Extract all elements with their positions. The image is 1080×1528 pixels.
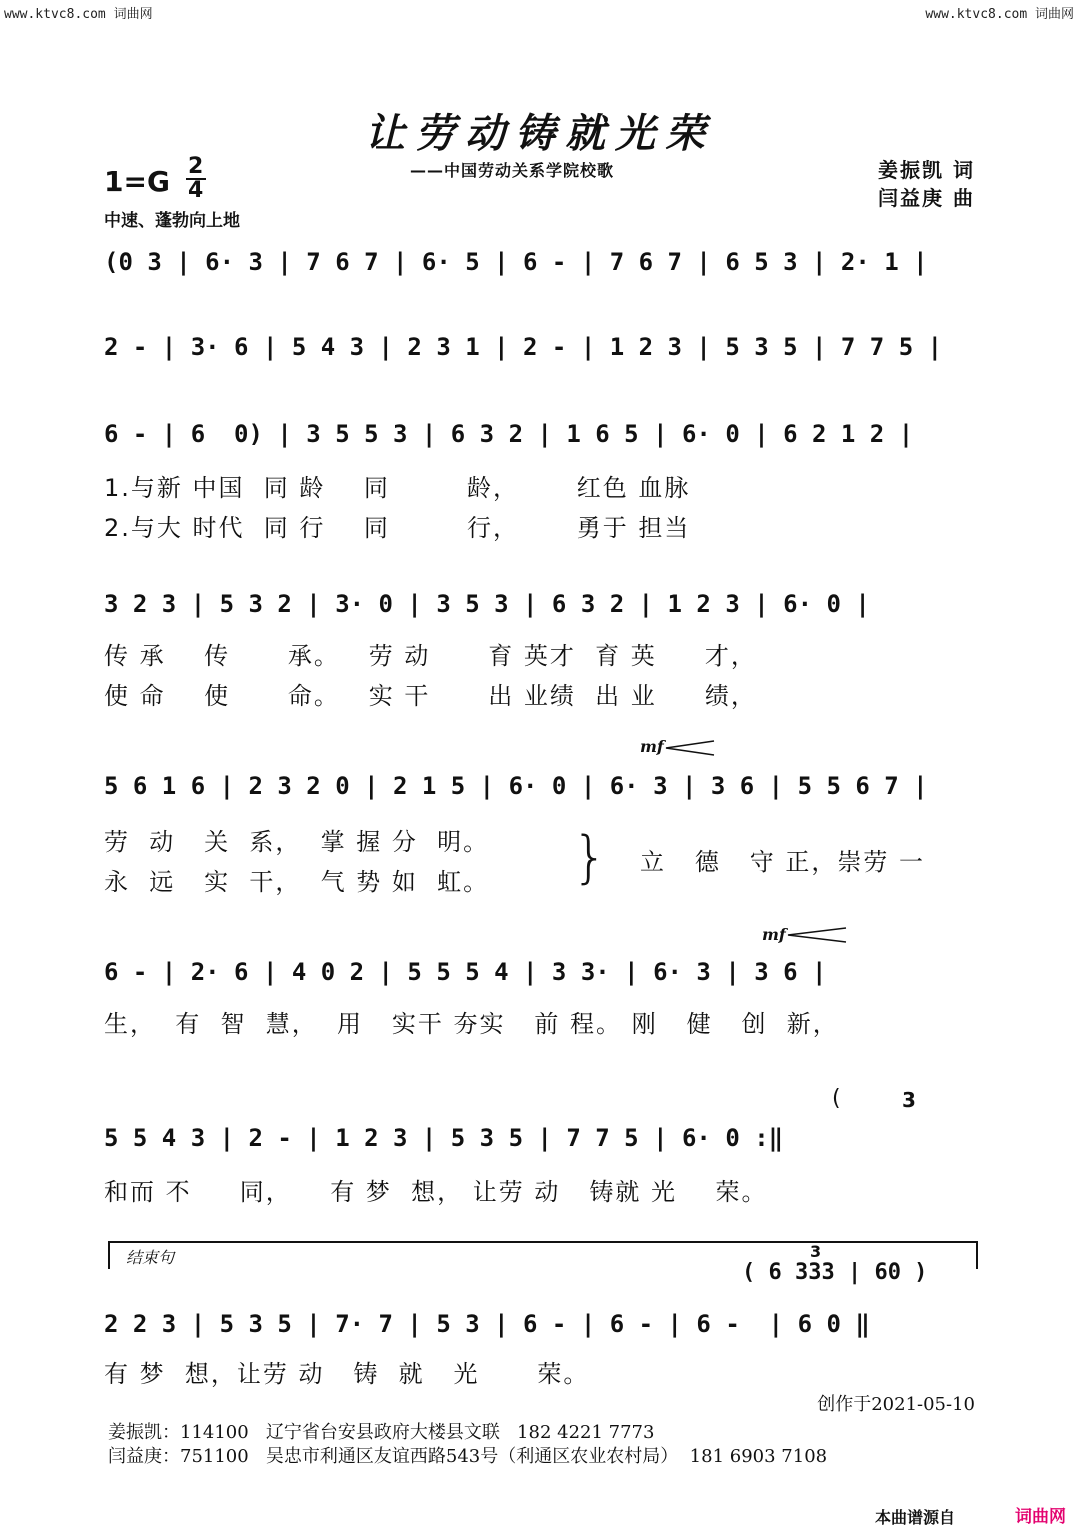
crescendo-hairpin-2 (786, 927, 848, 943)
crescendo-hairpin-1 (664, 740, 716, 756)
lyrics-verse1-line3: 1.与新 中国 同 龄 同 龄， 红色 血脉 (104, 474, 691, 502)
lyrics-line8: 有 梦 想，让劳 动 铸 就 光 荣。 (104, 1360, 590, 1388)
dynamic-mf-2: mf (762, 925, 786, 944)
time-top: 2 (188, 154, 204, 179)
coda-ending-notes: ( 6 333 | 60 ) (742, 1260, 928, 1285)
score-line-6: 6 - | 2· 6 | 4 0 2 | 5 5 5 4 | 3 3· | 6· 3 | 3 6 | (104, 958, 827, 986)
lyrics-verse1-line4: 传 承 传 承。 劳 动 育 英才 育 英 才， (104, 642, 757, 670)
footer-site-link[interactable]: 词曲网 (1015, 1507, 1066, 1527)
song-subtitle: ——中国劳动关系学院校歌 (410, 161, 615, 180)
score-line-3: 6 - | 6 0) | 3 5 5 3 | 6 3 2 | 1 6 5 | 6· 0 | 6 2 1 2 | (104, 420, 914, 448)
score-line-2: 2 - | 3· 6 | 5 4 3 | 2 3 1 | 2 - | 1 2 3 | 5 3 5 | 7 7 5 | (104, 333, 943, 361)
score-line-5: 5 6 1 6 | 2 3 2 0 | 2 1 5 | 6· 0 | 6· 3 | 3 6 | 5 5 6 7 | (104, 772, 928, 800)
lyrics-line6: 生， 有 智 慧， 用 实干 夯实 前 程。 刚 健 创 新， (104, 1010, 839, 1038)
triplet-mark-2: 3 (810, 1242, 822, 1261)
triplet-mark-1: 3 (902, 1088, 916, 1112)
footer-source: 本曲谱源自 (874, 1508, 955, 1527)
key-label: 1=G (104, 165, 170, 198)
lyrics-verse1-line5: 劳 动 关 系， 掌 握 分 明。 (104, 828, 490, 856)
created-date: 创作于2021-05-10 (817, 1394, 975, 1415)
time-signature (186, 156, 206, 202)
watermark-right: www.ktvc8.com 词曲网 (925, 7, 1074, 22)
coda-label: 结束句 (126, 1248, 175, 1267)
watermark-left: www.ktvc8.com 词曲网 (4, 7, 153, 22)
score-line-8: 2 2 3 | 5 3 5 | 7· 7 | 5 3 | 6 - | 6 - | 6 - | 6 0 ‖ (104, 1310, 870, 1338)
lyrics-verse2-line5: 永 远 实 干， 气 势 如 虹。 (104, 868, 490, 896)
lyricist-credit: 姜振凯 词 (878, 158, 975, 182)
key-signature (104, 154, 206, 206)
lyrics-verse2-line3: 2.与大 时代 同 行 同 行， 勇于 担当 (104, 514, 691, 542)
contact-lyricist: 姜振凯：114100 辽宁省台安县政府大楼县文联 182 4221 7773 (108, 1422, 655, 1443)
lyrics-verse2-line4: 使 命 使 命。 实 干 出 业绩 出 业 绩， (104, 682, 757, 710)
lyrics-merged-line5: 立 德 守 正，崇劳 一 (640, 848, 926, 876)
score-line-4: 3 2 3 | 5 3 2 | 3· 0 | 3 5 3 | 6 3 2 | 1 2 3 | 6· 0 | (104, 590, 870, 618)
score-line-1: (0 3 | 6· 3 | 7 6 7 | 6· 5 | 6 - | 7 6 7 | 6 5 3 | 2· 1 | (104, 248, 928, 276)
time-bottom: 4 (188, 178, 204, 203)
verse-brace: } (572, 825, 608, 890)
lyrics-line7: 和而 不 同， 有 梦 想， 让劳 动 铸就 光 荣。 (104, 1178, 768, 1206)
contact-composer: 闫益庚：751100 吴忠市利通区友谊西路543号（利通区农业农村局） 181 6903 7108 (108, 1446, 828, 1467)
composer-credit: 闫益庚 曲 (878, 186, 975, 210)
dynamic-mf-1: mf (640, 737, 664, 756)
score-line-7: 5 5 4 3 | 2 - | 1 2 3 | 5 3 5 | 7 7 5 | 6· 0 :‖ (104, 1124, 784, 1152)
tempo-marking: 中速、蓬勃向上地 (104, 211, 240, 231)
song-title: 让劳动铸就光荣 (365, 110, 715, 157)
repeat-paren: ( (832, 1086, 841, 1111)
